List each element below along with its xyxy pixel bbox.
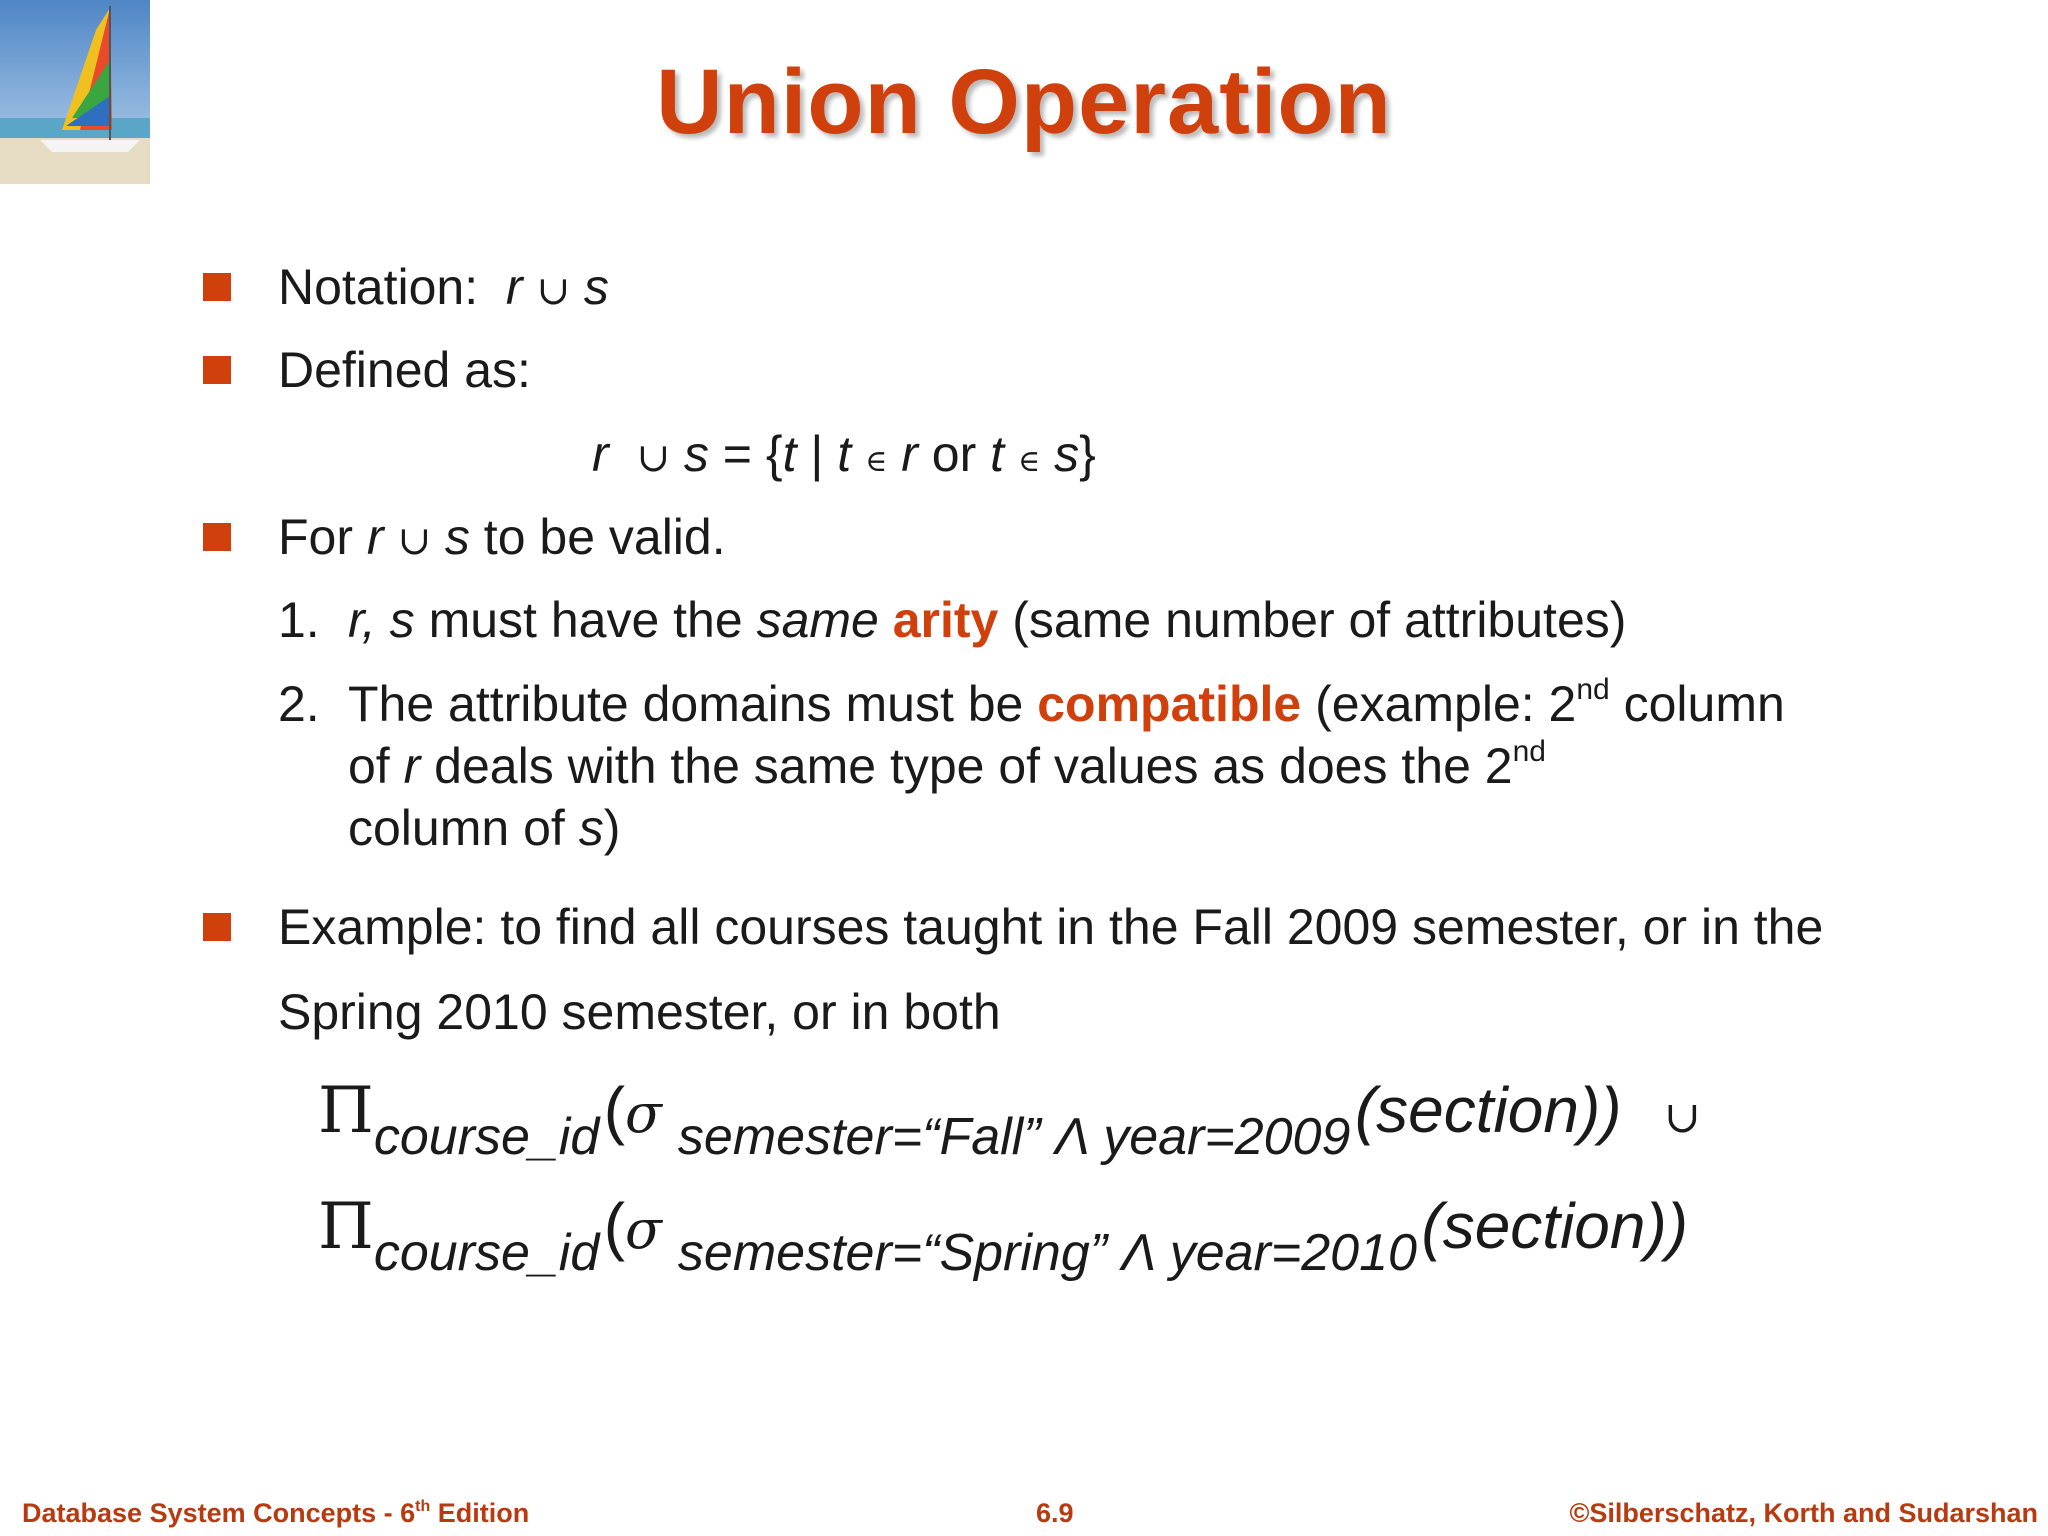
projection-symbol: Π — [318, 1074, 374, 1148]
condition-2-line-3 — [348, 800, 621, 856]
defined-as-label: Defined as: — [278, 342, 531, 398]
relation-section: (section)) — [1421, 1190, 1689, 1262]
ordinal-suffix: nd — [1576, 673, 1610, 706]
condition-number: 2. — [278, 676, 320, 732]
def-t: t — [990, 426, 1005, 482]
open-paren: ( — [603, 1190, 626, 1262]
cond1-tail: (same number of attributes) — [1012, 592, 1627, 648]
selection-condition-fall: semester=“Fall” Λ year=2009 — [677, 1108, 1351, 1166]
def-r: r — [592, 426, 609, 482]
union-symbol: ∪ — [397, 518, 431, 564]
footer-book-title — [22, 1500, 529, 1527]
def-s: s — [1054, 426, 1080, 482]
cond2-column: column — [1623, 676, 1785, 732]
cond2-s: s — [578, 800, 604, 856]
union-symbol: ∪ — [1664, 1092, 1701, 1143]
cond2-text: The attribute domains must be — [348, 676, 1024, 732]
def-eq: = { — [722, 426, 783, 482]
cond2-line3-text: column of — [348, 800, 565, 856]
footer-left-text: Database System Concepts - 6 — [22, 1498, 416, 1528]
notation-line — [278, 259, 609, 315]
footer-copyright: ©Silberschatz, Korth and Sudarshan — [1569, 1498, 2038, 1528]
valid-tail: to be valid. — [483, 509, 726, 565]
query-row-fall — [318, 1074, 1701, 1166]
condition-1 — [348, 592, 1627, 648]
projection-attribute: course_id — [373, 1224, 600, 1282]
valid-s: s — [444, 509, 470, 565]
compatible-keyword: compatible — [1037, 676, 1302, 732]
selection-condition-spring: semester=“Spring” Λ year=2010 — [677, 1224, 1417, 1282]
def-s: s — [683, 426, 709, 482]
footer-edition: Edition — [430, 1498, 530, 1528]
valid-r: r — [366, 509, 384, 565]
cond2-line2-text: deals with the same type of values as does the 2 — [434, 738, 1513, 794]
member-symbol: ∈ — [1017, 444, 1041, 479]
def-or: or — [931, 426, 977, 482]
bullet-marker — [203, 356, 231, 384]
condition-number: 1. — [278, 592, 320, 648]
bullet-marker — [203, 913, 231, 941]
cond1-rs: r, s — [348, 592, 415, 648]
example-line-1: Example: to find all courses taught in the Fall 2009 semester, or in the — [278, 899, 1824, 955]
notation-r: r — [505, 259, 523, 315]
validity-line — [278, 509, 726, 565]
notation-label: Notation: — [278, 259, 479, 315]
notation-s: s — [583, 259, 609, 315]
slide-title: Union Operation — [656, 51, 1392, 153]
def-r: r — [901, 426, 918, 482]
arity-keyword: arity — [892, 592, 999, 648]
relation-section: (section)) — [1354, 1074, 1622, 1146]
member-symbol: ∈ — [865, 444, 888, 479]
projection-symbol: Π — [318, 1190, 374, 1264]
footer-page-number: 6.9 — [1036, 1498, 1074, 1528]
ordinal-suffix: nd — [1512, 735, 1546, 768]
cond2-tail: (example: 2 — [1315, 676, 1577, 732]
bullet-marker — [203, 273, 231, 301]
cond2-r: r — [403, 738, 421, 794]
selection-symbol: σ — [625, 1198, 662, 1261]
union-definition — [592, 426, 1096, 482]
open-paren: ( — [603, 1074, 626, 1146]
query-row-spring — [318, 1190, 1689, 1282]
bullet-marker — [203, 523, 231, 551]
union-symbol: ∪ — [536, 268, 570, 314]
def-close: } — [1079, 426, 1096, 482]
selection-symbol: σ — [625, 1082, 662, 1145]
cond2-of: of — [348, 738, 390, 794]
condition-2-line-1 — [348, 673, 1785, 732]
def-t: t — [837, 426, 852, 482]
union-symbol: ∪ — [636, 435, 670, 481]
cond1-text: must have the — [428, 592, 743, 648]
condition-2-line-2 — [348, 735, 1546, 794]
cond2-close: ) — [603, 800, 621, 856]
def-bar: | — [810, 426, 824, 482]
projection-attribute: course_id — [373, 1108, 600, 1166]
example-line-2: Spring 2010 semester, or in both — [278, 984, 1001, 1040]
valid-for: For — [278, 509, 353, 565]
cond1-same: same — [756, 592, 879, 648]
def-t: t — [782, 426, 797, 482]
footer-ordinal: th — [415, 1498, 431, 1515]
